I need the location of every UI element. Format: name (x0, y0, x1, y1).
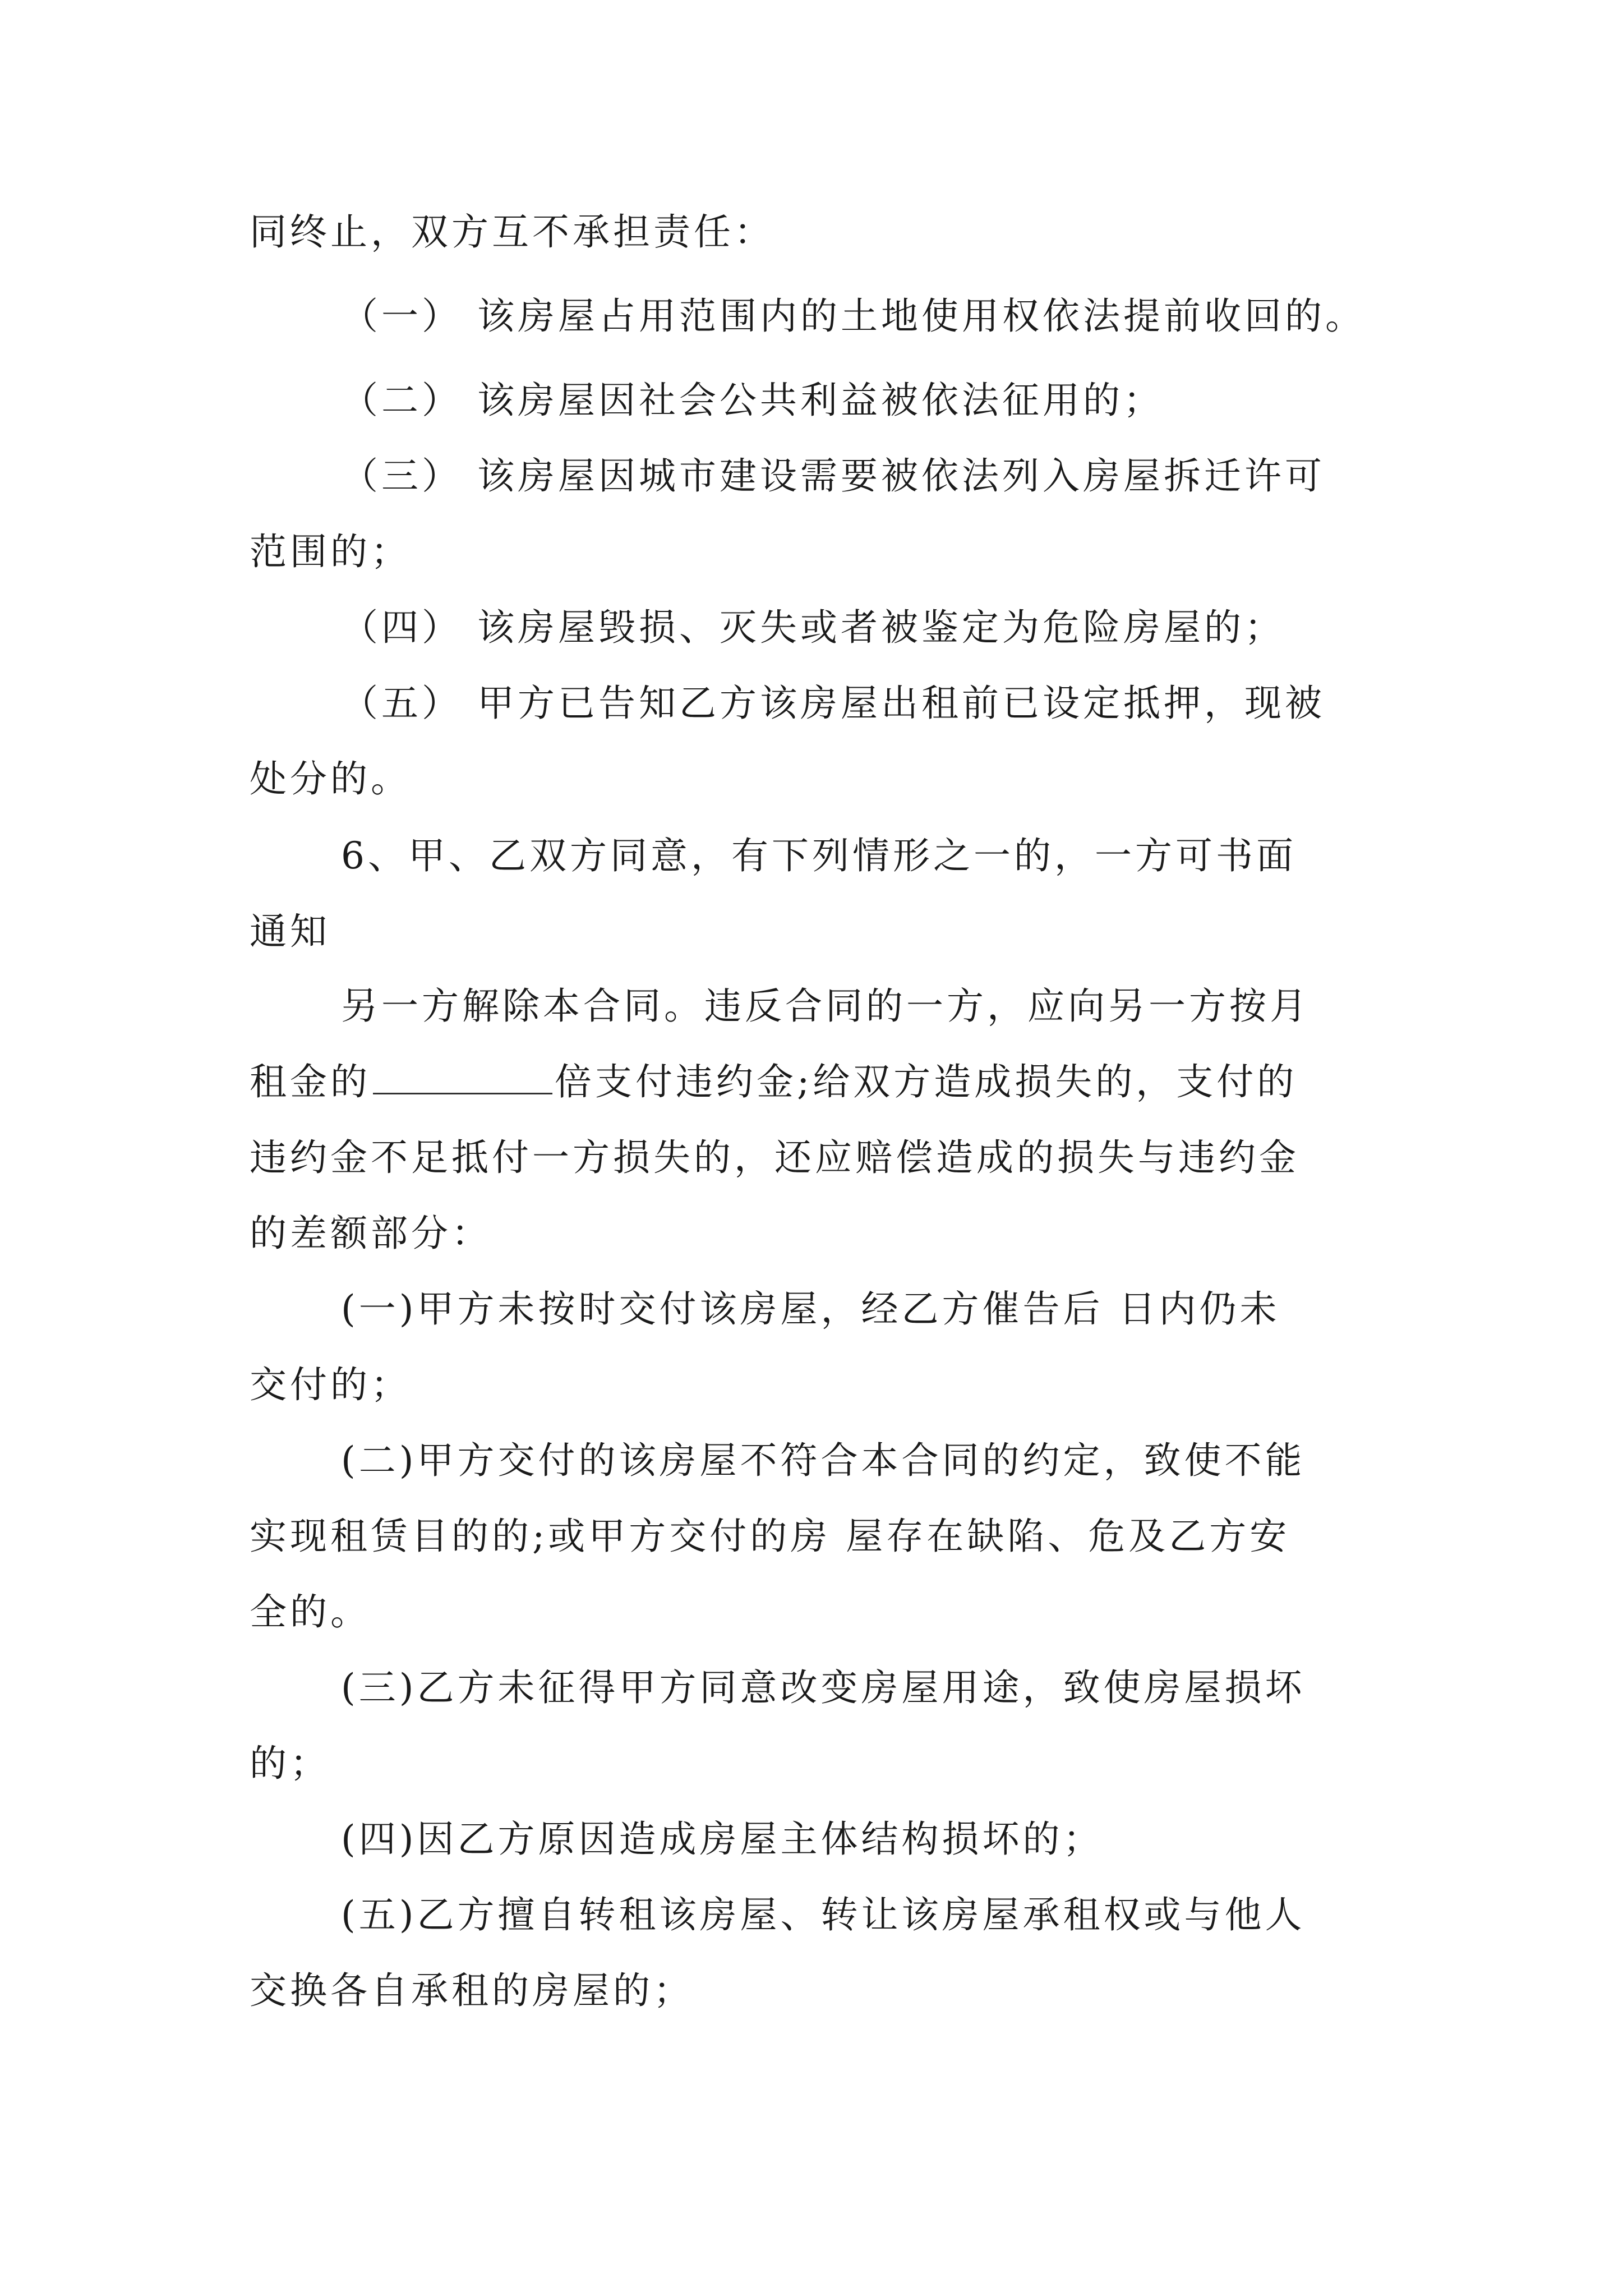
text-line: (二)甲方交付的该房屋不符合本合同的约定，致使不能 (341, 1439, 1306, 1482)
text-line: 交付的； (250, 1363, 411, 1406)
penalty-multiplier-blank (373, 1060, 552, 1094)
text-line: 全的。 (250, 1590, 371, 1634)
text-line: (四)因乙方原因造成房屋主体结构损坏的； (341, 1818, 1104, 1861)
text-line: 实现租赁目的的;或甲方交付的房 屋存在缺陷、危及乙方安 (250, 1515, 1290, 1558)
text-line: （五） 甲方已告知乙方该房屋出租前已设定抵押，现被 (341, 682, 1325, 725)
text-line (250, 1057, 1297, 1107)
text-line: 6、甲、乙双方同意，有下列情形之一的，一方可书面 (341, 834, 1297, 877)
text-line: (三)乙方未征得甲方同意改变房屋用途，致使房屋损坏 (341, 1666, 1306, 1709)
text-line: 同终止，双方互不承担责任： (250, 210, 774, 254)
text-line: 处分的。 (250, 757, 411, 800)
text-line: （一） 该房屋占用范围内的土地使用权依法提前收回的。 (341, 295, 1366, 338)
text-line: (五)乙方擅自转租该房屋、转让该房屋承租权或与他人 (341, 1893, 1306, 1936)
text-line: 通知 (250, 910, 330, 953)
rent-text-before: 租金的 (250, 1060, 371, 1103)
text-line: 交换各自承租的房屋的； (250, 1969, 694, 2012)
text-line: （三） 该房屋因城市建设需要被依法列入房屋拆迁许可 (341, 454, 1325, 498)
text-line: 的； (250, 1742, 330, 1785)
text-line: (一)甲方未按时交付该房屋，经乙方催告后 日内仍未 (341, 1287, 1280, 1331)
text-line: 的差额部分： (250, 1212, 492, 1255)
text-line: 违约金不足抵付一方损失的，还应赔偿造成的损失与违约金 (250, 1136, 1299, 1179)
text-line: 范围的； (250, 530, 411, 573)
text-line: （四） 该房屋毁损、灭失或者被鉴定为危险房屋的； (341, 606, 1285, 649)
rent-text-after: 倍支付违约金;给双方造成损失的，支付的 (555, 1060, 1298, 1103)
text-line: （二） 该房屋因社会公共利益被依法征用的； (341, 379, 1164, 422)
text-line: 另一方解除本合同。违反合同的一方，应向另一方按月 (341, 984, 1310, 1028)
